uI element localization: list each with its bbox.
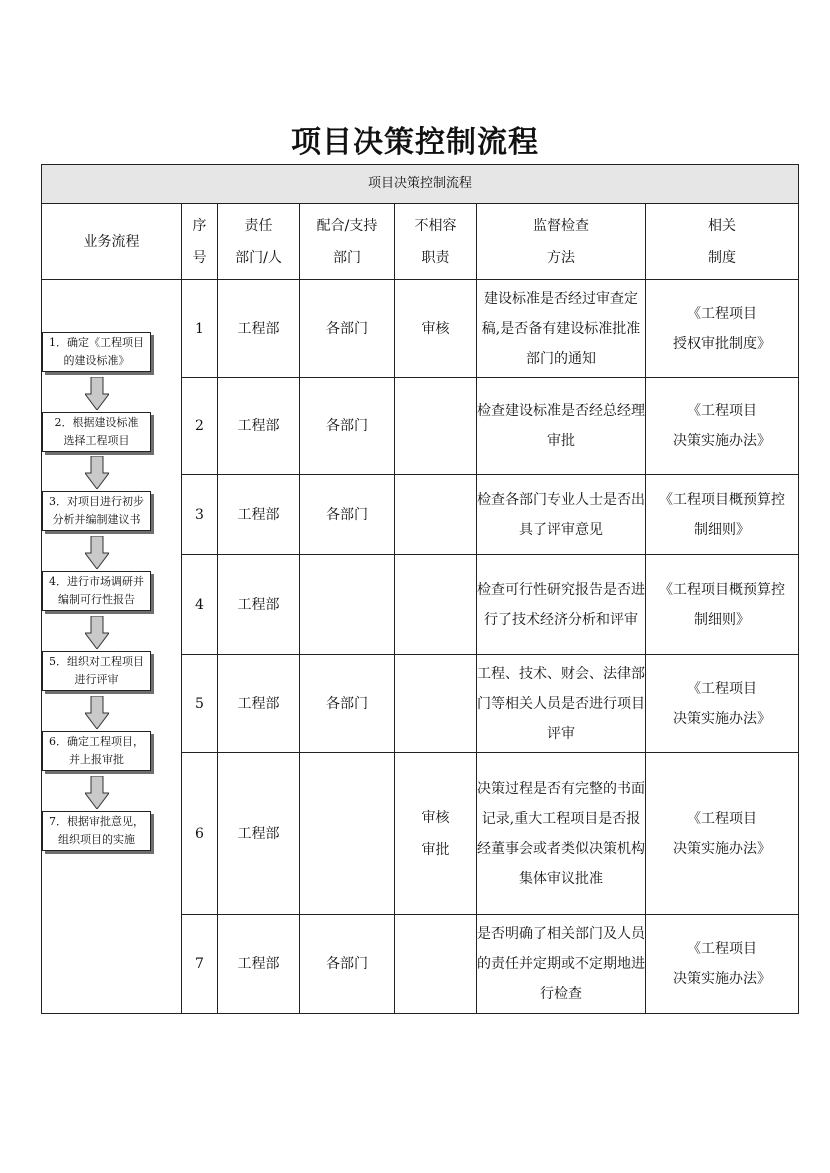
row-7-conflict — [395, 915, 477, 1014]
row-7-seq: 7 — [182, 915, 218, 1014]
flow-step-3 — [42, 491, 151, 531]
row-3-regulation-line1: 《工程项目概预算控 — [659, 491, 785, 508]
row-2-method: 检查建设标准是否经总经理审批 — [477, 378, 646, 475]
flow-column — [42, 280, 182, 1014]
header-row — [42, 204, 799, 280]
flow-step-5 — [42, 651, 151, 691]
row-5-regulation-line2: 决策实施办法》 — [673, 710, 771, 727]
row-6-dept: 工程部 — [218, 753, 300, 915]
row-1-conflict-line1: 审核 — [421, 320, 450, 337]
row-3-seq: 3 — [182, 475, 218, 555]
flow-arrow-2 — [85, 456, 109, 489]
row-5-method: 工程、技术、财会、法律部门等相关人员是否进行项目评审 — [477, 655, 646, 753]
flow-arrow-4 — [85, 616, 109, 649]
row-4-seq: 4 — [182, 555, 218, 655]
header-conflict-line2: 职责 — [421, 249, 450, 266]
row-4-dept: 工程部 — [218, 555, 300, 655]
flow-step-2 — [42, 412, 151, 452]
row-1-method: 建设标准是否经过审查定稿,是否备有建设标准批准部门的通知 — [477, 280, 646, 378]
row-6-conflict-line1: 审核 — [421, 809, 450, 826]
header-seq — [182, 204, 218, 280]
row-7-support: 各部门 — [300, 915, 395, 1014]
row-7-regulation-line2: 决策实施办法》 — [673, 971, 771, 987]
flow-step-4-line2: 编制可行性报告 — [58, 593, 135, 606]
row-2-regulation — [646, 378, 799, 475]
row-2-seq: 2 — [182, 378, 218, 475]
flow-arrow-1 — [85, 377, 109, 410]
row-5-conflict — [395, 655, 477, 753]
row-1-regulation-line2: 授权审批制度》 — [673, 335, 771, 352]
row-2-regulation-line1: 《工程项目 — [687, 403, 757, 419]
flow-step-6-line1: 6．确定工程项目， — [49, 735, 144, 748]
header-conflict — [395, 204, 477, 280]
row-1-dept: 工程部 — [218, 280, 300, 378]
header-regulation — [646, 204, 799, 280]
header-support-line1: 配合/支持 — [316, 217, 378, 234]
header-flow: 业务流程 — [42, 204, 182, 280]
row-1-conflict — [395, 280, 477, 378]
flow-step-6-line2: 并上报审批 — [69, 753, 124, 766]
row-3-regulation-line2: 制细则》 — [694, 521, 750, 538]
table-banner-row — [42, 165, 799, 204]
flow-step-4-line1: 4．进行市场调研并 — [49, 575, 144, 588]
row-7-dept: 工程部 — [218, 915, 300, 1014]
flow-step-3-line1: 3．对项目进行初步 — [49, 495, 144, 508]
row-4-regulation-line1: 《工程项目概预算控 — [659, 581, 785, 598]
header-dept-line2: 部门/人 — [235, 249, 282, 266]
header-method — [477, 204, 646, 280]
flow-step-5-line1: 5．组织对工程项目 — [49, 655, 144, 668]
header-support-line2: 部门 — [333, 249, 361, 266]
row-6-regulation-line2: 决策实施办法》 — [673, 840, 771, 857]
header-method-line2: 方法 — [547, 249, 575, 266]
flow-step-4 — [42, 571, 151, 611]
flow-step-7 — [42, 811, 151, 851]
header-regulation-line2: 制度 — [708, 249, 736, 266]
row-6-conflict-line2: 审批 — [421, 841, 450, 858]
flow-step-1 — [42, 332, 151, 372]
flow-step-2-line2: 选择工程项目 — [63, 434, 130, 447]
row-4-regulation-line2: 制细则》 — [694, 611, 750, 628]
table-banner: 项目决策控制流程 — [42, 165, 799, 204]
row-6-regulation — [646, 753, 799, 915]
flow-step-7-line2: 组织项目的实施 — [58, 833, 135, 846]
row-3-regulation — [646, 475, 799, 555]
flow-step-6 — [42, 731, 151, 771]
row-6-method: 决策过程是否有完整的书面记录,重大工程项目是否报经董事会或者类似决策机构集体审议批准 — [477, 753, 646, 915]
page-title: 项目决策控制流程 — [291, 125, 539, 160]
row-4-support — [300, 555, 395, 655]
row-2-support: 各部门 — [300, 378, 395, 475]
row-2-regulation-line2: 决策实施办法》 — [673, 433, 771, 449]
header-regulation-line1: 相关 — [708, 217, 736, 234]
row-2-conflict — [395, 378, 477, 475]
header-method-line1: 监督检查 — [533, 217, 589, 234]
row-6-regulation-line1: 《工程项目 — [687, 810, 757, 827]
control-table — [41, 164, 799, 1014]
row-4-method: 检查可行性研究报告是否进行了技术经济分析和评审 — [477, 555, 646, 655]
header-dept-line1: 责任 — [244, 217, 273, 234]
row-1-regulation-line1: 《工程项目 — [687, 305, 757, 322]
flow-step-5-line2: 进行评审 — [74, 673, 119, 686]
row-5-seq: 5 — [182, 655, 218, 753]
header-seq-line1: 序 — [192, 217, 207, 234]
header-support — [300, 204, 395, 280]
row-7-method: 是否明确了相关部门及人员的责任并定期或不定期地进行检查 — [477, 915, 646, 1014]
flow-arrow-3 — [85, 536, 109, 569]
row-5-regulation — [646, 655, 799, 753]
row-5-regulation-line1: 《工程项目 — [687, 680, 757, 697]
flow-step-3-line2: 分析并编制建议书 — [52, 513, 141, 526]
table-row — [42, 280, 799, 378]
row-4-regulation — [646, 555, 799, 655]
header-conflict-line1: 不相容 — [414, 217, 457, 234]
flow-step-7-line1: 7．根据审批意见， — [49, 815, 144, 828]
row-3-conflict — [395, 475, 477, 555]
row-7-regulation — [646, 915, 799, 1014]
row-6-support — [300, 753, 395, 915]
header-seq-line2: 号 — [192, 249, 207, 266]
row-1-regulation — [646, 280, 799, 378]
flow-step-1-line1: 1．确定《工程项目 — [49, 336, 144, 349]
flowchart — [42, 280, 181, 1013]
header-dept — [218, 204, 300, 280]
row-2-dept: 工程部 — [218, 378, 300, 475]
row-1-support: 各部门 — [300, 280, 395, 378]
row-3-support: 各部门 — [300, 475, 395, 555]
row-5-dept: 工程部 — [218, 655, 300, 753]
flow-step-1-line2: 的建设标准》 — [63, 354, 130, 367]
flow-step-2-line1: 2．根据建设标准 — [54, 416, 139, 429]
flow-arrow-6 — [85, 776, 109, 809]
row-3-dept: 工程部 — [218, 475, 300, 555]
row-7-regulation-line1: 《工程项目 — [687, 941, 757, 957]
flow-arrow-5 — [85, 696, 109, 729]
row-6-seq: 6 — [182, 753, 218, 915]
row-5-support: 各部门 — [300, 655, 395, 753]
row-1-seq: 1 — [182, 280, 218, 378]
row-3-method: 检查各部门专业人士是否出具了评审意见 — [477, 475, 646, 555]
row-6-conflict — [395, 753, 477, 915]
row-4-conflict — [395, 555, 477, 655]
